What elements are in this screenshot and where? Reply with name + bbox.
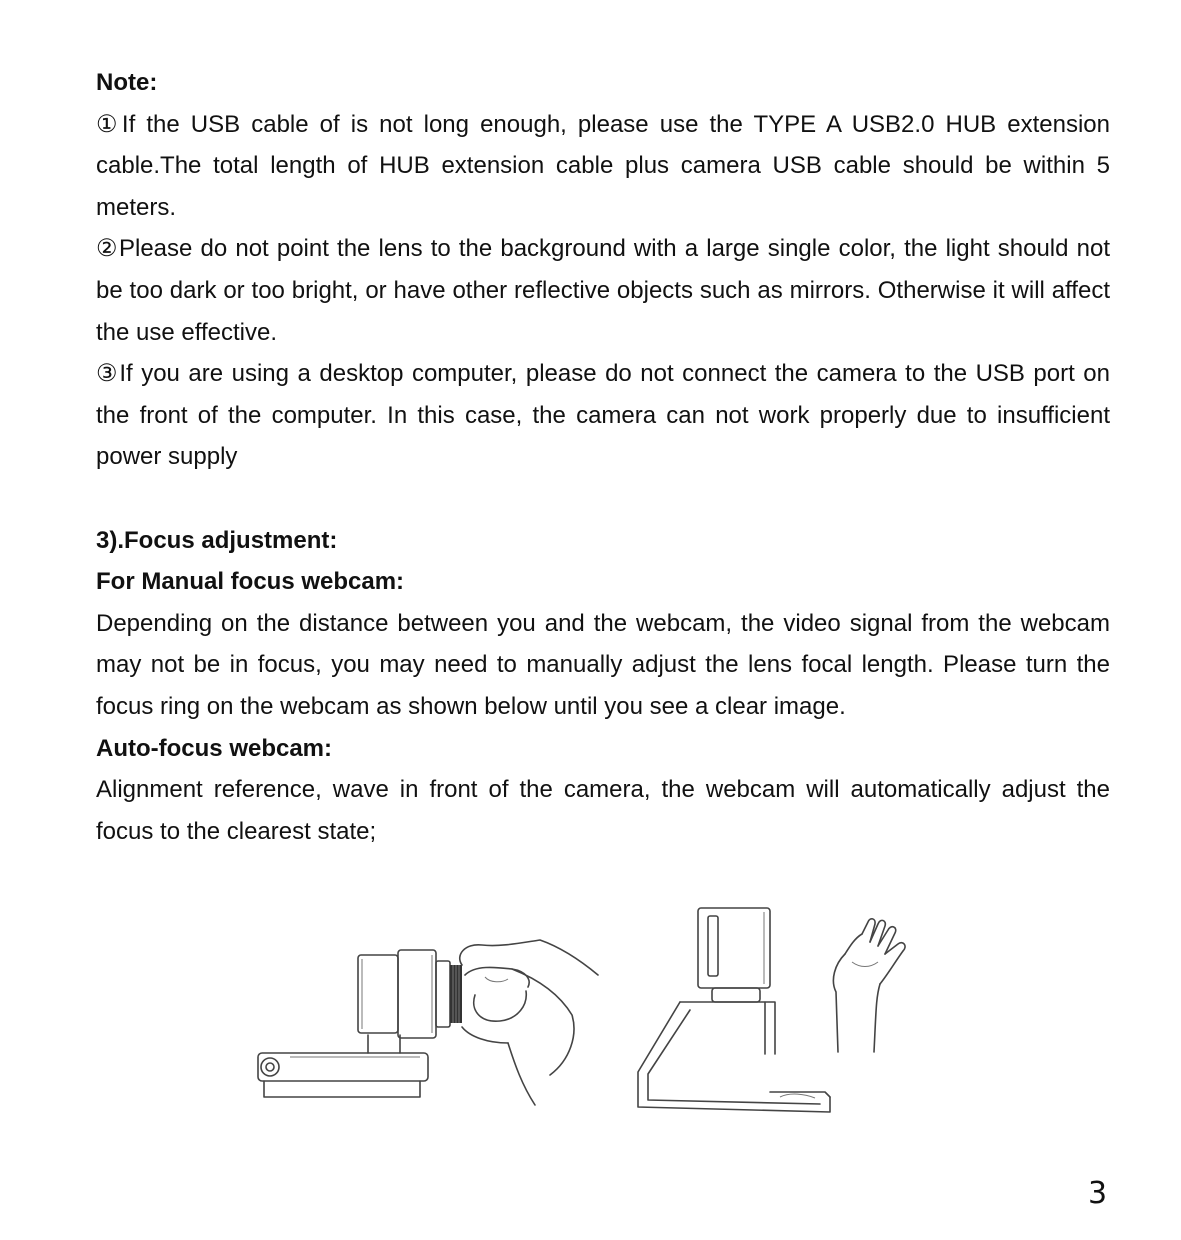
manual-focus-text: Depending on the distance between you and the webcam, the video signal from the webcam may not be in focus, you may need to manually adjust the lens focal length. Please turn the focus ring on the webcam as shown below until you see a clear image. — [96, 609, 1110, 720]
webcam-body — [358, 950, 450, 1038]
manual-focus-heading: For Manual focus webcam: — [96, 568, 405, 596]
webcam-body — [698, 908, 770, 1002]
note-item-1: ①If the USB cable of is not long enough, please use the TYPE A USB2.0 HUB extension cable.The total length of HUB extension cable plus camera USB cable should be within 5 meters. — [96, 110, 1110, 221]
auto-focus-heading: Auto-focus webcam: — [96, 734, 333, 762]
waving-hand-icon — [833, 919, 905, 1052]
webcam-stand — [638, 1002, 830, 1112]
webcam-base-clip — [258, 1053, 428, 1097]
hand-turning-ring-icon — [460, 940, 598, 1105]
note-heading: Note: — [96, 69, 158, 96]
auto-focus-text: Alignment reference, wave in front of the camera, the webcam will automatically adjust the focus to the clearest state; — [96, 776, 1110, 845]
section-gap — [96, 478, 1110, 520]
focus-ring — [450, 965, 462, 1023]
page-number: 3 — [1088, 1176, 1108, 1211]
manual-focus-illustration — [250, 935, 610, 1110]
focus-heading: 3).Focus adjustment: — [96, 526, 338, 554]
auto-focus-illustration — [630, 902, 950, 1122]
note-item-2: ②Please do not point the lens to the background with a large single color, the light should not be too dark or too bright, or have other reflective objects such as mirrors. Otherwise it will affect the use effective. — [96, 235, 1110, 346]
note-item-3: ③If you are using a desktop computer, please do not connect the camera to the USB port on the front of the computer. In this case, the camera can not work properly due to insufficient power supply — [96, 360, 1110, 471]
document-page — [96, 62, 1110, 852]
webcam-stem — [368, 1035, 400, 1053]
